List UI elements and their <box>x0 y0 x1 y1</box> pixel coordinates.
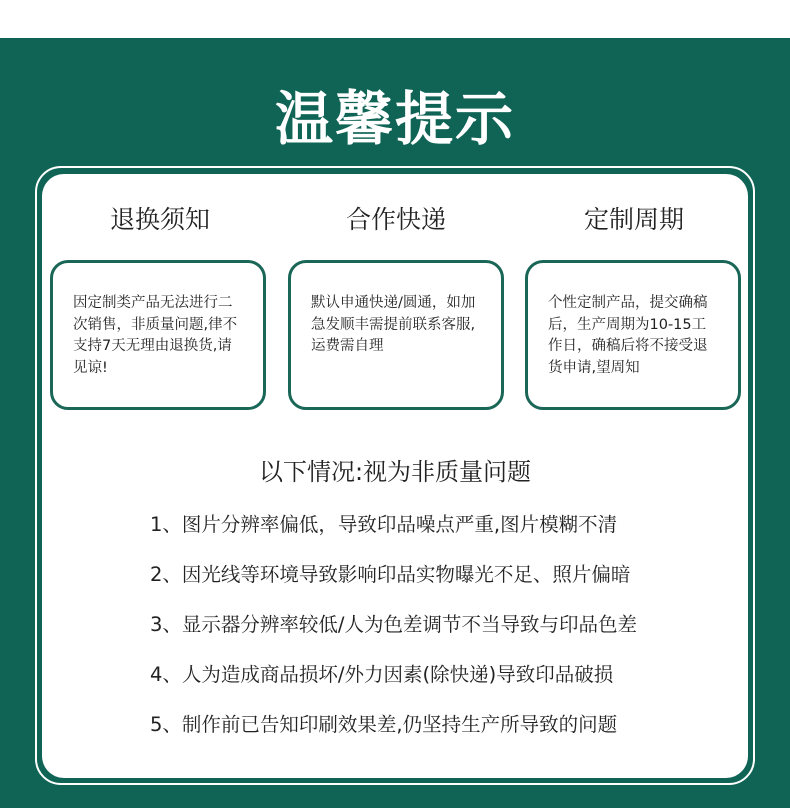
production-heading: 定制周期 <box>583 205 684 234</box>
shipping-card: 默认申通快递/圆通，如加急发顺丰需提前联系客服,运费需自理 <box>288 260 504 410</box>
page-title: 温馨提示 <box>274 85 515 153</box>
list-item: 5、制作前已告知印刷效果差,仍坚持生产所导致的问题 <box>150 713 618 736</box>
list-item: 2、因光线等环境导致影响印品实物曝光不足、照片偏暗 <box>150 563 631 586</box>
shipping-heading: 合作快递 <box>345 205 446 234</box>
non-quality-list <box>150 510 637 760</box>
non-quality-subtitle: 以下情况:视为非质量问题 <box>258 458 532 486</box>
list-item: 3、显示器分辨率较低/人为色差调节不当导致与印品色差 <box>150 613 637 636</box>
returns-card: 因定制类产品无法进行二次销售，非质量问题,律不支持7天无理由退换货,请见谅! <box>50 260 266 410</box>
production-card: 个性定制产品，提交确稿后，生产周期为10-15工作日，确稿后将不接受退货申请,望周知 <box>525 260 741 410</box>
list-item: 4、人为造成商品损坏/外力因素(除快递)导致印品破损 <box>150 663 614 686</box>
returns-heading: 退换须知 <box>109 205 210 234</box>
list-item: 1、图片分辨率偏低，导致印品噪点严重,图片模糊不清 <box>150 513 618 536</box>
